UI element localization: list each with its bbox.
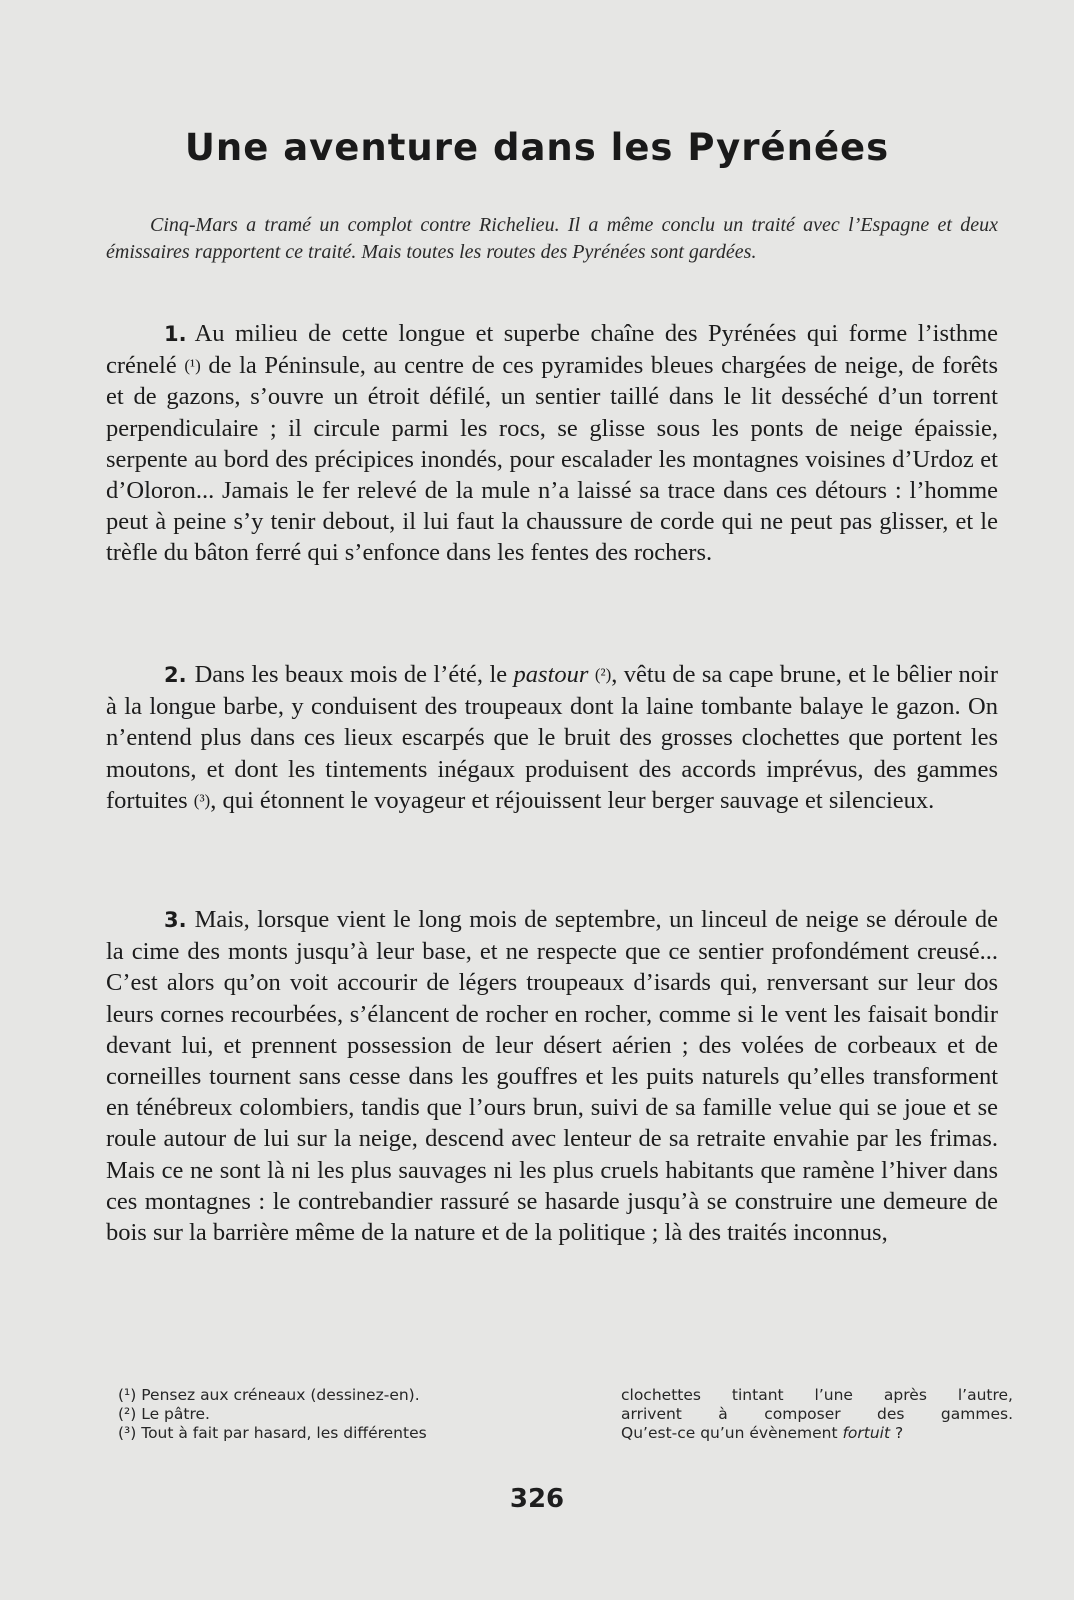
italic-word: fortuit xyxy=(842,1424,891,1442)
paragraph-1 xyxy=(106,318,998,569)
paragraph-text: Dans les beaux mois de l’été, le xyxy=(194,661,508,688)
intro-text: Cinq-Mars a tramé un complot contre Richelieu. Il a même conclu un traité avec l’Espagne et deux émissaires rapportent ce traité. Mais toutes les routes des Pyrénées sont gardées. xyxy=(106,214,998,263)
paragraph-number: 1. xyxy=(164,322,187,346)
paragraph-text: Mais, lorsque vient le long mois de septembre, un linceul de neige se déroule de la cime des monts jusqu’à leur base, et ne respecte que ce sentier profondément creusé... C’est alors qu’on voit accourir de légers troupeaux d’isards qui, renversant sur leur dos leurs cornes recourbées, s’élancent de rocher en rocher, comme si le vent les faisait bondir devant lui, et prennent possession de leur désert aérien ; des volées de corbeaux et de corneilles tournent sans cesse dans les gouffres et les puits naturels qu’elles transforment en ténébreux colombiers, tandis que l’ours brun, suivi de sa famille velue qui se joue et se roule autour de lui sur la neige, descend avec lenteur de sa retraite envahie par les frimas. Mais ce ne sont là ni les plus sauvages ni les plus cruels habitants que ramène l’hiver dans ces montagnes : le contrebandier rassuré se hasarde jusqu’à se construire une demeure de bois sur la barrière même de la nature et de la politique ; là des traités inconnus, xyxy=(106,906,998,1247)
footnotes-left-column xyxy=(118,1386,548,1443)
paragraph-text: de la Péninsule, au centre de ces pyramides bleues chargées de neige, de forêts et de gazons, s’ouvre un étroit défilé, un sentier taillé dans le lit desséché d’un torrent perpendiculaire ; il circule parmi les rocs, se glisse sous les ponts de neige épaissie, serpente au bord des précipices inondés, pour escalader les montagnes voisines d’Urdoz et d’Oloron... Jamais le fer relevé de la mule n’a laissé sa trace dans ces détours : l’homme peut à peine s’y tenir debout, il lui faut la chaussure de corde qui ne peut pas glisser, et le trèfle du bâton ferré qui s’enfonce dans les fentes des rochers. xyxy=(106,352,999,567)
paragraph-text: , qui étonnent le voyageur et réjouissent leur berger sauvage et silencieux. xyxy=(210,786,935,814)
footnote-ref: (³) xyxy=(193,790,211,810)
footnotes-right-column xyxy=(621,1386,1013,1443)
page-number: 326 xyxy=(509,1484,565,1514)
paragraph-number: 2. xyxy=(164,663,187,687)
paragraph-2 xyxy=(106,659,998,816)
footnote: (²) Le pâtre. xyxy=(118,1405,210,1423)
footnote-continuation: clochettes tintant l’une après l’autre, xyxy=(621,1386,1013,1404)
italic-word: pastour xyxy=(513,661,589,688)
paragraph-number: 3. xyxy=(164,908,187,932)
footnote-continuation: arrivent à composer des gammes. xyxy=(621,1405,1013,1423)
page-title: Une aventure dans les Pyrénées xyxy=(184,126,890,169)
footnote-ref: (²) xyxy=(594,665,612,684)
footnote: (³) Tout à fait par hasard, les différentes xyxy=(118,1424,427,1442)
paragraph-text: Au milieu de cette longue et superbe chaîne des Pyrénées qui forme l’isthme crénelé xyxy=(106,320,998,380)
footnote-continuation: Qu’est-ce qu’un évènement xyxy=(621,1424,838,1442)
paragraph-3 xyxy=(106,904,998,1248)
footnote-ref: (¹) xyxy=(184,356,201,376)
footnote-continuation-last xyxy=(621,1424,1013,1443)
paragraph-text: , vêtu de sa cape brune, et le bêlier noir à la longue barbe, y conduisent des troupeaux dont la laine tombante balaye le gazon. On n’entend plus dans ces lieux escarpés que le bruit des grosses clochettes que portent les moutons, et dont les tintements inégaux produisent des accords imprévus, des gammes fortuites xyxy=(106,661,999,814)
footnote: (¹) Pensez aux créneaux (dessinez-en). xyxy=(118,1386,420,1404)
footnote-continuation: ? xyxy=(890,1424,904,1442)
